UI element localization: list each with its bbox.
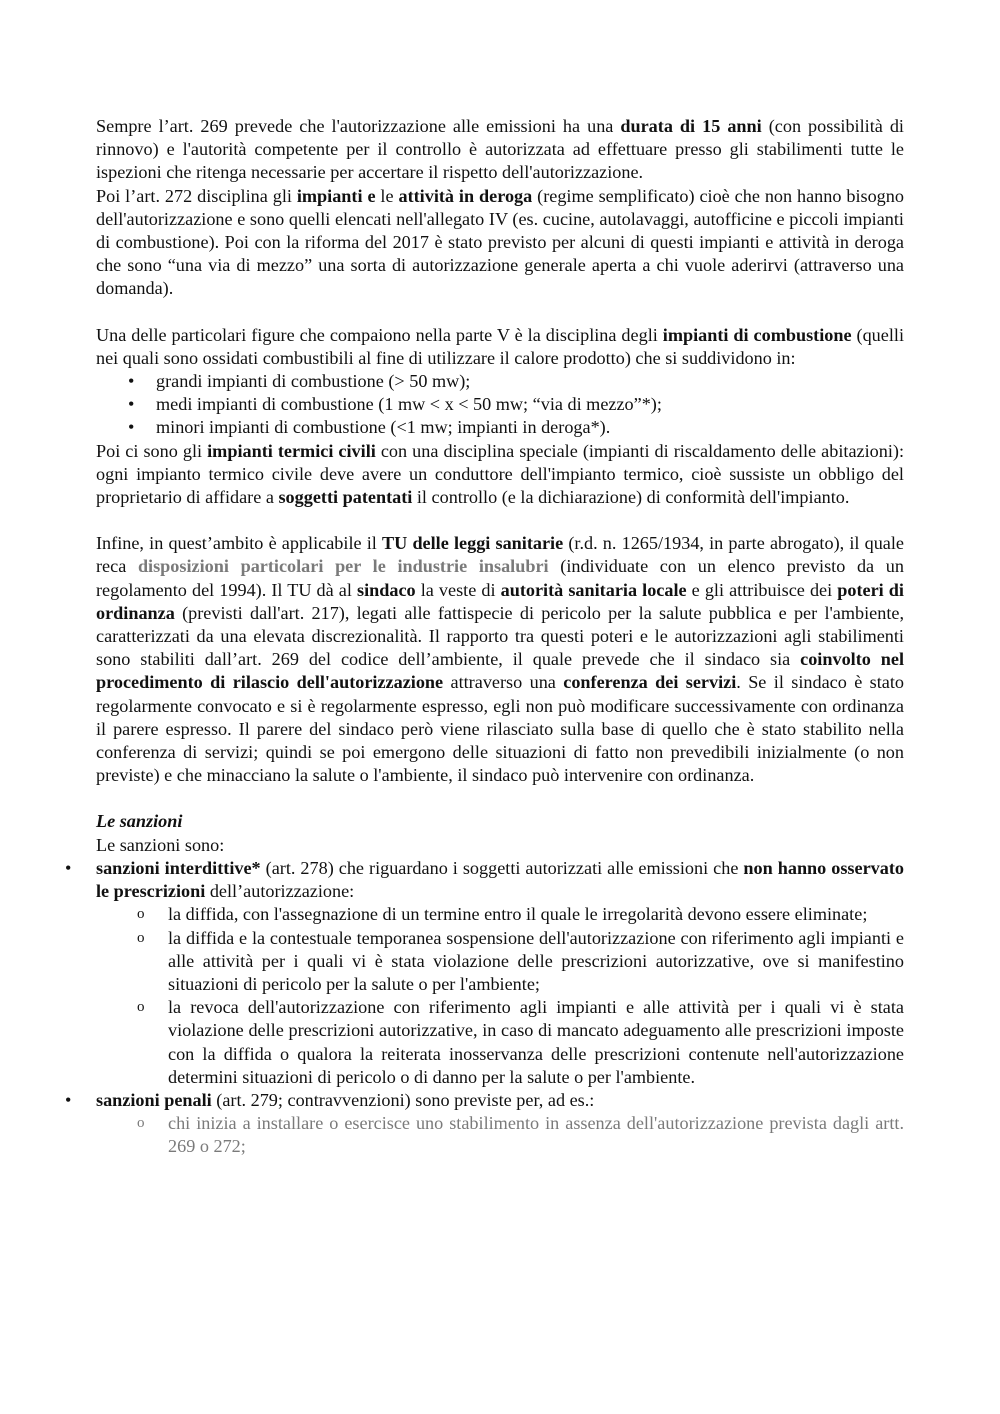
sublist-item: o la diffida e la contestuale temporanea sospensione dell'autorizzazione con riferimento agli impianti e alle attività per i quali vi è stata violazione delle prescrizioni autorizzative, ove si manifestino situazioni di pericolo per la salute o per l'ambiente; [168, 927, 904, 997]
bold-text-run: autorità sanitaria locale [500, 579, 687, 600]
paragraph-tu-sanitarie [96, 532, 904, 787]
paragraph-gap [96, 509, 904, 532]
text-run: (art. 278) che riguardano i soggetti autorizzati alle emissioni che [260, 857, 744, 878]
sanzioni-list [61, 857, 904, 1159]
bold-text-run: impianti termici civili [207, 440, 376, 461]
text-run: . Se il sindaco è stato regolarmente convocato e si è regolarmente espresso, egli non può modificare successivamente con ordinanza il parere espresso. Il parere del sindaco però viene rilasciato sulla base di quello che è stato stabilito nella conferenza di servizi; quindi se poi emergono delle situazioni di fatto non prevedibili inizialmente (o non previste) e che minacciano la salute o l'ambiente, il sindaco può intervenire con ordinanza. [96, 672, 905, 786]
text-run: Una delle particolari figure che compaiono nella parte V è la disciplina degli [96, 324, 663, 345]
paragraph-gap [96, 301, 904, 324]
paragraph-combustione [96, 324, 904, 370]
bold-text-run: sanzioni penali [96, 1089, 212, 1110]
bold-text-run: durata di 15 anni [620, 116, 762, 136]
text-run: dell’autorizzazione: [205, 881, 355, 902]
paragraph-durata [96, 115, 904, 185]
sanzioni-intro: Le sanzioni sono: [96, 834, 225, 855]
bold-text-run: sanzioni interdittive* [96, 857, 261, 878]
list-item: • grandi impianti di combustione (> 50 mw); [156, 370, 904, 393]
bold-text-run: sindaco [357, 579, 416, 600]
paragraph-deroga [96, 185, 904, 301]
text-run: Infine, in quest’ambito è applicabile il [96, 533, 383, 554]
interdittive-text [96, 858, 904, 901]
list-item: • medi impianti di combustione (1 mw < x < 50 mw; “via di mezzo”*); [156, 393, 904, 416]
list-item-interdittive [96, 857, 904, 1089]
bold-text-run: non hanno osservato le prescrizioni [96, 857, 904, 902]
text-run: attraverso una [443, 672, 564, 693]
bold-text-run: coinvolto nel procedimento di rilascio dell'autorizzazione [96, 649, 905, 693]
list-item: • minori impianti di combustione (<1 mw; impianti in deroga*). [156, 416, 904, 439]
bold-text-run: impianti di combustione [662, 324, 852, 345]
bold-text-run: impianti e [296, 185, 376, 206]
text-run: Sempre l’art. 269 prevede che l'autorizzazione alle emissioni ha una [96, 116, 621, 136]
penali-text [96, 1090, 594, 1110]
text-run: (regime semplificato) cioè che non hanno bisogno dell'autorizzazione e sono quelli elencati nell'allegato IV (es. cucine, autolavaggi, autofficine e piccoli impianti di combustione). Poi con la riforma del 2017 è stato previsto per alcuni di questi impianti e attività in deroga che sono “una via di mezzo” una sorta di autorizzazione generale aperta a chi vuole aderirvi (attraverso una domanda). [96, 185, 904, 299]
sublist-item: o la diffida, con l'assegnazione di un termine entro il quale le irregolarità devono essere eliminate; [168, 903, 904, 926]
list-item-penali [96, 1089, 904, 1159]
sublist-item: o la revoca dell'autorizzazione con riferimento agli impianti e alle attività per i quali vi è stata violazione delle prescrizioni autorizzative, in caso di mancato adeguamento alle prescrizioni imposte con la diffida o qualora la reiterata inosservanza delle prescrizioni contenute nell'autorizzazione determini situazioni di pericolo o di danno per la salute o per l'ambiente. [168, 996, 904, 1089]
text-run: (quelli nei quali sono ossidati combustibili al fine di utilizzare il calore prodotto) che si suddividono in: [96, 324, 904, 368]
document-page [96, 115, 904, 1159]
text-run: Poi l’art. 272 disciplina gli [96, 185, 297, 206]
paragraph-termici-civili [96, 440, 904, 510]
text-run: (r.d. n. 1265/1934, in parte abrogato), il quale reca [96, 533, 904, 577]
bold-text-run: attività in deroga [398, 185, 533, 206]
text-run: la veste di [415, 579, 501, 600]
text-run: (individuate con un elenco previsto da un regolamento del 1994). Il TU dà al [96, 556, 904, 600]
bold-text-run: disposizioni particolari per le industrie insalubri [137, 556, 549, 577]
bold-text-run: conferenza dei servizi [563, 672, 737, 693]
text-run: le [375, 185, 399, 206]
bold-text-run: TU delle leggi sanitarie [382, 533, 564, 554]
text-run: Poi ci sono gli [96, 440, 208, 461]
section-heading-sanzioni: Le sanzioni [96, 811, 183, 832]
text-run: (previsti dall'art. 217), legati alle fattispecie di pericolo per la salute pubblica e per l'ambiente, caratterizzati da una elevata discrezionalità. Il rapporto tra questi poteri e le autorizzazioni agli stabilimenti sono stabiliti dall’art. 269 del codice dell’ambiente, il quale prevede che il sindaco sia [96, 602, 904, 670]
text-run: il controllo (e la dichiarazione) di conformità dell'impianto. [412, 487, 850, 508]
interdittive-sublist [96, 903, 904, 1089]
text-run: e gli attribuisce dei [686, 579, 838, 600]
combustion-list [96, 370, 904, 440]
penali-sublist [96, 1112, 904, 1158]
bold-text-run: soggetti patentati [278, 487, 413, 508]
text-run: (con possibilità di rinnovo) e l'autorità competente per il controllo è autorizzata ad effettuare presso gli stabilimenti tutte le ispezioni che ritenga necessarie per accertare il rispetto dell'autorizzazione. [96, 116, 904, 183]
bold-text-run: poteri di ordinanza [96, 579, 904, 623]
paragraph-gap [96, 787, 904, 810]
sublist-item: o chi inizia a installare o esercisce uno stabilimento in assenza dell'autorizzazione prevista dagli artt. 269 o 272; [168, 1112, 904, 1158]
text-run: con una disciplina speciale (impianti di riscaldamento delle abitazioni): ogni impianto termico civile deve avere un conduttore dell'impianto termico, cioè sussiste un obbligo del proprietario di affidare a [96, 440, 904, 508]
text-run: (art. 279; contravvenzioni) sono previste per, ad es.: [211, 1089, 595, 1110]
